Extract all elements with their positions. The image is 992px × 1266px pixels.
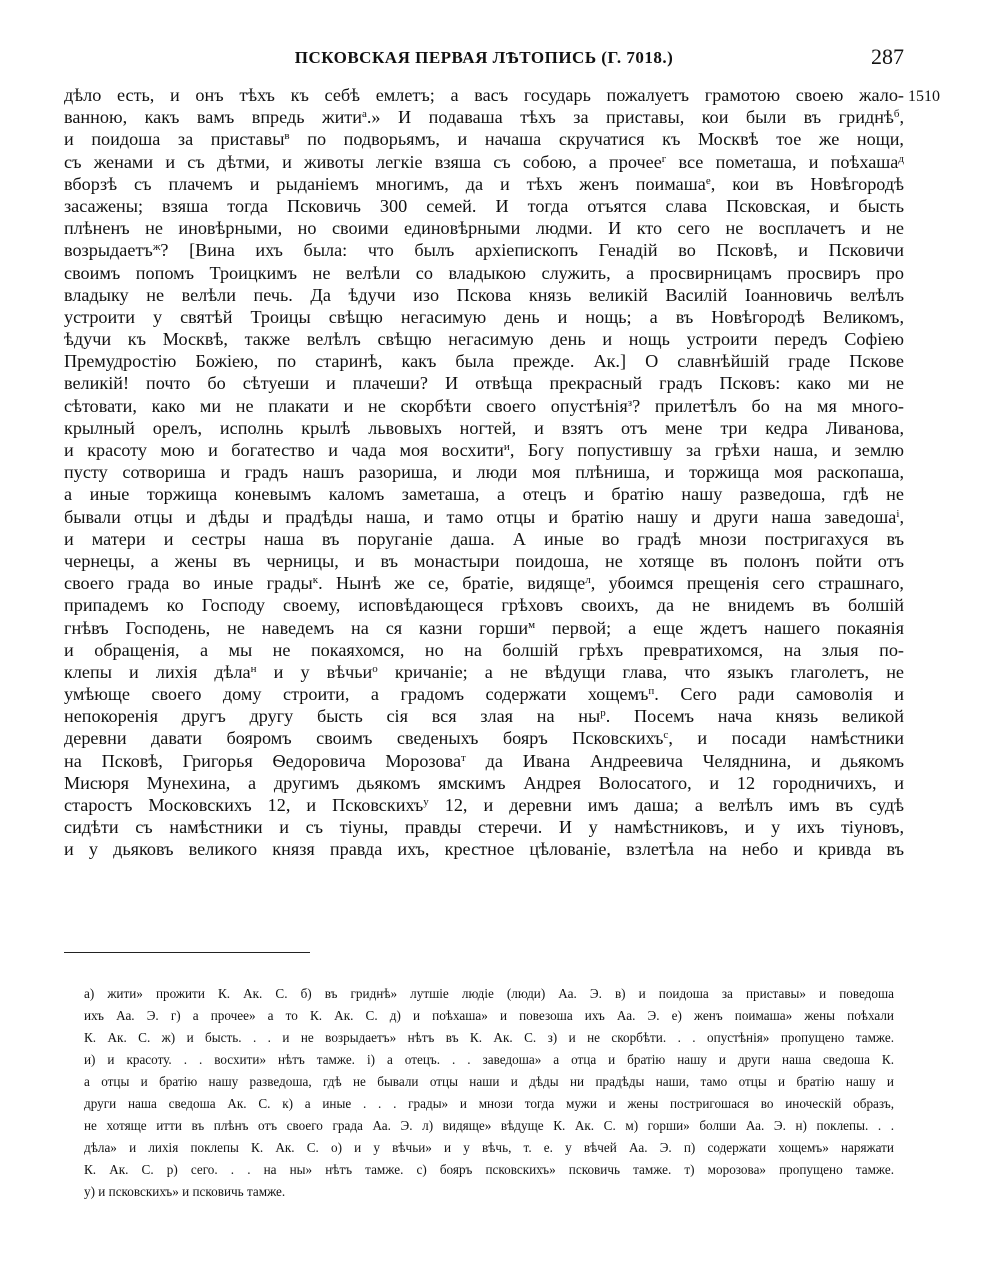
text-line: а иные торжища коневымъ каломъ заметаша, а отецъ и братію нашу разведоша, гдѣ не	[64, 484, 904, 505]
text-line: своего града во иные грады$^к$. Нынѣ же се, братіе, видяще$^л$, убоимся прещенія сего страшнаго,	[64, 573, 904, 594]
text-line: владыку не велѣли печь. Да ѣдучи изо Пскова князь великій Василій Іоанновичь велѣлъ	[64, 284, 904, 305]
text-line: сидѣти съ намѣстники и съ тіуны, правды стеречи. И у намѣстниковъ, и у ихъ тіуновъ,	[64, 817, 904, 838]
footnote-line: други наша сведоша Ак. С. к) а иные . . . грады» и мнози тогда мужи и жены постригошася во иноческій образъ,	[84, 1096, 894, 1111]
footnote-line: дѣла» и лихія поклепы К. Ак. С. о) и у вѣчьи» и у вѣчь, т. е. у вѣчей Аа. Э. п) содержати хощемъ» наряжати	[84, 1140, 894, 1155]
margin-year: 1510	[908, 88, 940, 105]
footnote-line: а отцы и братію нашу разведоша, гдѣ не бывали отцы наши и дѣды ни прадѣды наши, тамо отцы и братію нашу и	[84, 1074, 894, 1089]
text-line: гнѣвъ Господень, не наведемъ на ся казни горши$^м$ первой; а еще ждетъ нашего покаянія	[64, 617, 904, 638]
text-line: великій! почто бо сѣтуеши и плачеши? И отвѣща прекрасный градъ Псковъ: како ми не	[64, 373, 904, 394]
text-line: Мисюря Мунехина, а другимъ дьякомъ ямскимъ Андрея Волосатого, и 12 городничихъ, и	[64, 772, 904, 793]
footnote-line: у) и псковскихъ» и псковичь тамже.	[84, 1184, 286, 1199]
text-line: своимъ попомъ Троицкимъ не велѣли со владыкою служить, а просвирницамъ просвиръ про	[64, 262, 904, 283]
text-line: бывали отцы и дѣды и прадѣды наша, и тамо отцы и братію нашу и други наша заведоша$^і$,	[64, 506, 904, 527]
footnote-line: ихъ Аа. Э. г) а прочее» а то К. Ак. С. д) и поѣхаша» и повезоша ихъ Аа. Э. е) женъ поимаша» жены поѣхали	[84, 1008, 894, 1023]
page-header	[64, 44, 904, 74]
footnote-line: К. Ак. С. р) сего. . . на ны» нѣтъ тамже. с) бояръ псковскихъ» псковичь тамже. т) морозова» пропущено тамже.	[84, 1162, 894, 1177]
text-line: деревни давати бояромъ своимъ сведеныхъ бояръ Псковскихъ$^с$, и посади намѣстники	[64, 728, 904, 749]
text-line: старостъ Московскихъ 12, и Псковскихъ$^у$ 12, и деревни имъ даша; а велѣлъ имъ въ судѣ	[64, 795, 904, 815]
running-title: ПСКОВСКАЯ ПЕРВАЯ ЛѢТОПИСЬ (Г. 7018.)	[294, 48, 674, 67]
text-line: крылный орелъ, исполнь крылѣ львовыхъ ногтей, и взятъ отъ мене три кедра Ливанова,	[64, 417, 904, 438]
text-line: на Псковѣ, Григорья Ѳедоровича Морозова$^т$ да Ивана Андреевича Челяднина, и дьякомъ	[64, 750, 904, 771]
footnote-separator	[64, 952, 310, 953]
text-line: и матери и сестры наша въ поруганіе даша. А иные во градѣ мнози постригахуся въ	[64, 528, 904, 549]
text-line: пусту сотвориша и градъ нашъ разориша, и люди моя плѣниша, и торжища моя раскопаша,	[64, 462, 904, 483]
text-line: умѣюще своего дому строити, а градомъ содержати хощемъ$^п$. Сего ради самоволія и	[64, 684, 904, 705]
text-line: и обращенія, а мы не покаяхомся, но на болшій грѣхъ превратихомся, на злыя по-	[64, 639, 904, 660]
text-line: и красоту мою и богатество и чада моя восхити$^и$, Богу попустившу за грѣхи наша, и землю	[64, 440, 904, 460]
footnote-line: а) жити» прожити К. Ак. С. б) въ гриднѣ» лутшіе людіе (люди) Аа. Э. в) и поидоша за приставы» и поведоша	[84, 986, 894, 1001]
text-line: ванною, какъ вамъ впредь жити$^а$.» И подаваша тѣхъ за приставы, кои были въ гриднѣ$^б$,	[64, 107, 904, 128]
text-line: вборзѣ съ плачемъ и рыданіемъ многимъ, да и тѣхъ женъ поимаша$^е$, кои въ Новѣгородѣ	[64, 173, 904, 194]
text-line: возрыдаетъ$^ж$? [Вина ихъ была: что былъ архіепископъ Генадій во Псковѣ, и Псковичи	[64, 240, 904, 261]
main-text	[64, 84, 904, 861]
text-line: устроити у святѣй Троицы свѣщю негасимую день и нощь; а въ Новѣгородѣ Великомъ,	[64, 306, 904, 327]
text-line: ѣдучи къ Москвѣ, также велѣлъ свѣщю негасимую день и нощь устроити передъ Софіею	[64, 329, 904, 350]
footnote-line: и) и красоту. . . восхити» нѣтъ тамже. і) а отецъ. . . заведоша» а отца и братію нашу и други наша сведоша К.	[84, 1052, 894, 1067]
text-line: припадемъ ко Господу своему, исповѣдающеся грѣховъ своихъ, да не внидемъ въ болшій	[64, 595, 904, 616]
page-number: 287	[871, 44, 904, 69]
text-line: засажены; взяша тогда Псковичь 300 семей. И тогда отъятся слава Псковская, и бысть	[64, 195, 904, 216]
text-line: и поидоша за приставы$^в$ по подворьямъ, и начаша скручатися къ Москвѣ тое же нощи,	[64, 129, 904, 150]
text-line: съ женами и съ дѣтми, и животы легкіе взяша съ собою, а прочее$^г$ все пометаша, и поѣхаша$^д$	[64, 151, 904, 172]
text-line: сѣтовати, како ми не плакати и не скорбѣти своего опустѣнія$^з$? прилетѣлъ бо на мя много-	[64, 395, 904, 416]
text-line: чернецы, а жены въ черницы, и въ монастыри поидоша, не хотяще въ полонъ пойти отъ	[64, 550, 904, 571]
text-line: непокоренія другъ другу бысть сія вся злая на $ны^р$. Посемъ нача князь великой	[64, 706, 904, 727]
text-line: и у дьяковъ великого князя правда ихъ, крестное цѣлованіе, взлетѣла на небо и кривда въ	[64, 839, 904, 860]
footnote-line: не хотяще итти въ плѣнъ отъ своего града Аа. Э. л) видяще» вѣдуще К. Ак. С. м) горши» болши Аа. Э. н) поклепы. . .	[84, 1118, 894, 1133]
text-line: клепы и лихія дѣла$^н$ и у вѣчьи$^о$ кричаніе; а не вѣдущи глава, что языкъ глаголетъ, не	[64, 661, 904, 682]
text-line: дѣло есть, и онъ тѣхъ къ себѣ емлетъ; а васъ государь пожалуетъ грамотою своею жало-	[64, 85, 904, 105]
footnotes	[84, 983, 894, 1203]
text-line: Премудростію Божіею, по старинѣ, какъ была прежде. Ак.] О славнѣйшій граде Пскове	[64, 351, 904, 372]
text-line: плѣненъ не иновѣрными, но своими единовѣрными людми. И кто сего не восплачетъ и не	[64, 218, 904, 239]
footnote-line: К. Ак. С. ж) и бысть. . . и не возрыдаетъ» нѣтъ въ К. Ак. С. з) и не скорбѣти. . . опустѣнія» пропущено тамже.	[84, 1030, 894, 1045]
